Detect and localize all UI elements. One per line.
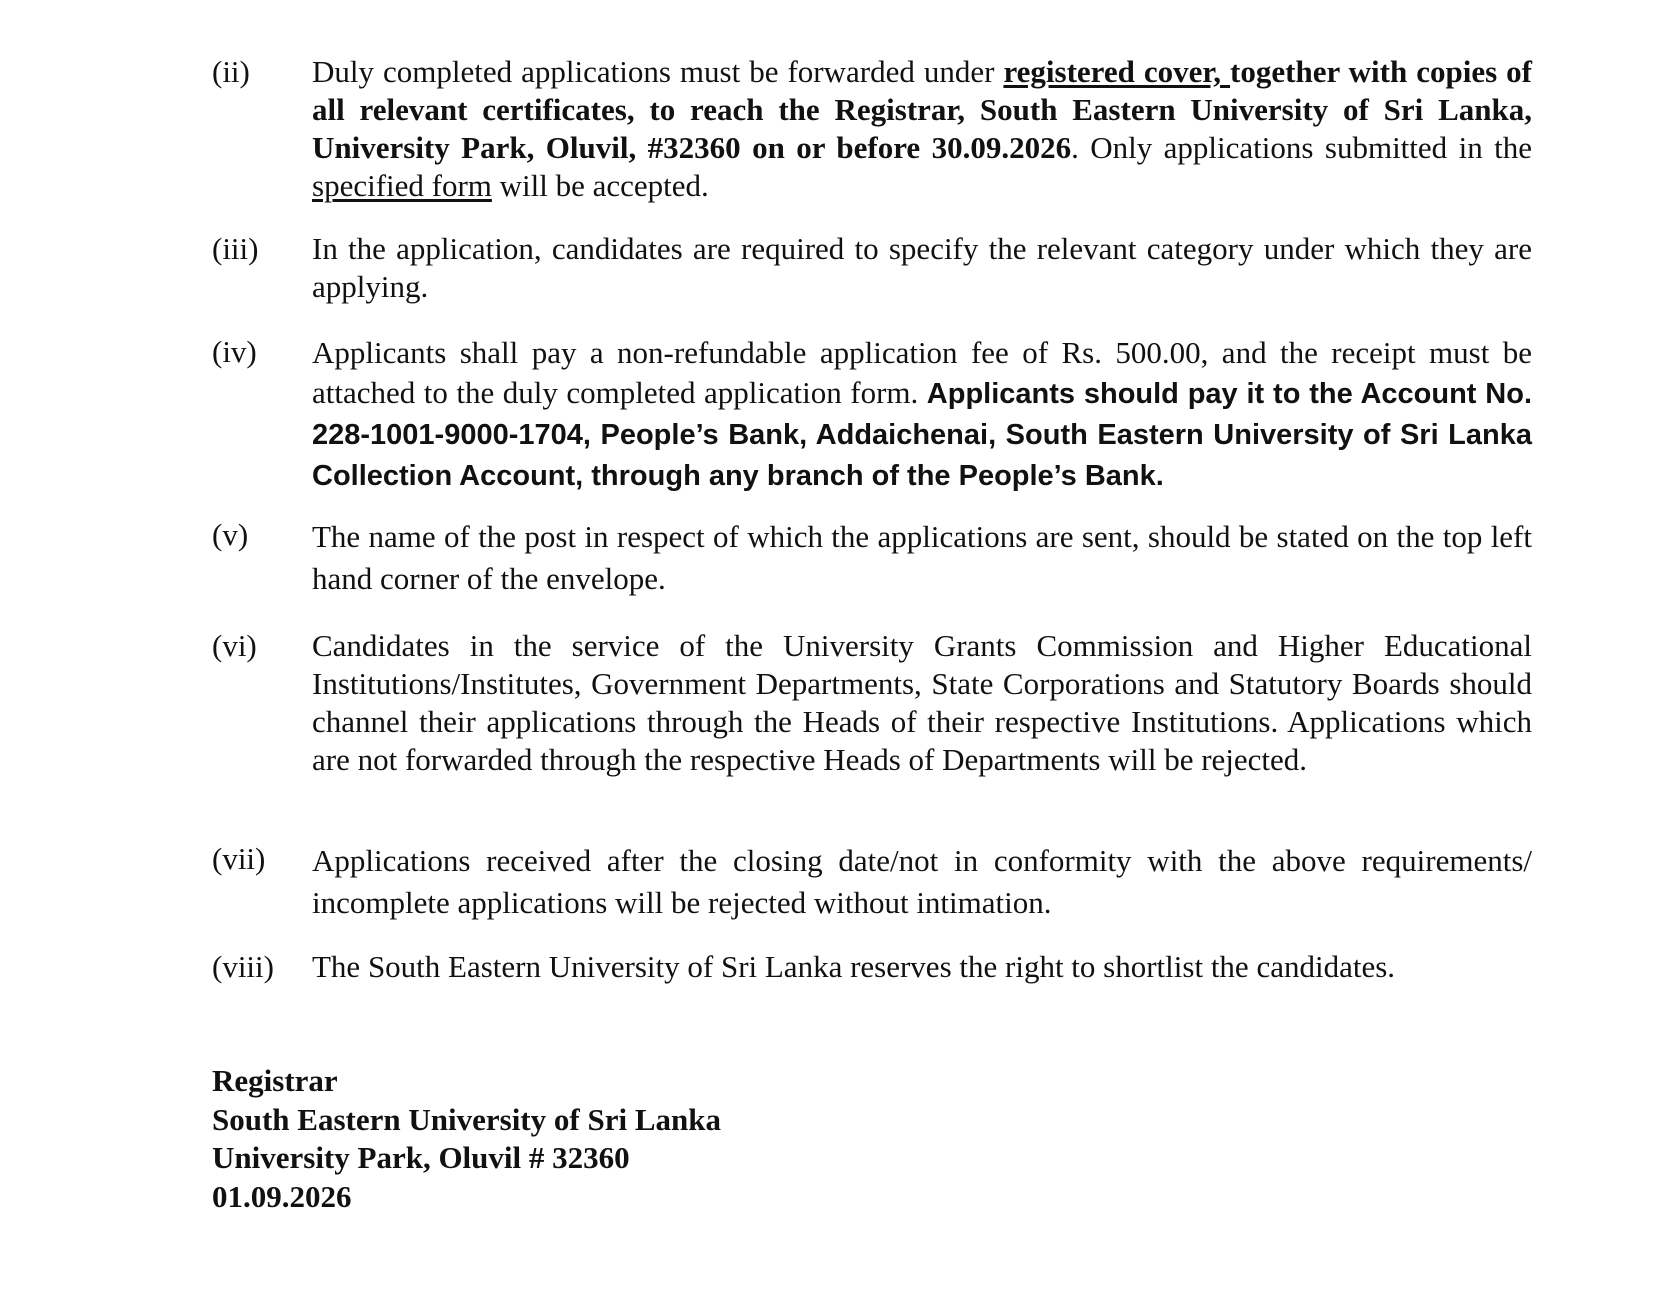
item-text: In the application, candidates are required to specify the relevant category under which they are applying.: [312, 231, 1532, 304]
signatory-title: Registrar: [212, 1063, 338, 1098]
item-number: (iii): [212, 231, 259, 266]
list-item-v: [212, 516, 1532, 600]
list-item-vii: [212, 840, 1532, 924]
item-number: (iv): [212, 334, 257, 369]
item-text: Candidates in the service of the University Grants Commission and Higher Educational Institutions/Institutes, Government Departments, State Corporations and Statutory Boards should channel their applications through the Heads of their respective Institutions. Applications which are not forwarded through the respective Heads of Departments will be rejected.: [312, 628, 1532, 777]
item-number: (v): [212, 517, 249, 552]
list-item-viii: [212, 948, 1532, 986]
signatory-institution: South Eastern University of Sri Lanka: [212, 1101, 721, 1137]
list-item-vi: [212, 627, 1532, 779]
item-text-part: Applicants shall pay a non-refundable application fee of Rs. 500.00, and the receipt must be attached to the duly completed application form.: [312, 335, 1532, 410]
item-text-part: will be accepted.: [491, 168, 709, 203]
list-item-ii: [212, 53, 1532, 205]
item-text: The name of the post in respect of which the applications are sent, should be stated on the top left hand corner of the envelope.: [312, 519, 1532, 596]
item-text: [312, 53, 1532, 205]
registered-cover-emphasis: registered cover,: [1003, 54, 1231, 89]
item-text: Applications received after the closing date/not in conformity with the above requirements/ incomplete applications will be rejected without intimation.: [312, 843, 1532, 920]
item-text: The South Eastern University of Sri Lanka reserves the right to shortlist the candidates.: [312, 949, 1396, 984]
payment-instructions-emphasis: Applicants should pay it to the Account No. 228-1001-9000-1704, People’s Bank, Addaichenai, South Eastern University of Sri Lanka Collection Account, through any branch of the People’s Bank.: [312, 378, 1532, 492]
signature-block: [212, 1062, 721, 1216]
item-text-part: Duly completed applications must be forwarded under: [312, 54, 1004, 89]
specified-form-emphasis: specified form: [312, 168, 492, 203]
list-item-iv: [212, 333, 1532, 496]
item-text-part: . Only applications submitted in the: [1071, 130, 1532, 165]
item-number: (vii): [212, 841, 266, 876]
item-number: (viii): [212, 949, 274, 984]
item-number: (ii): [212, 54, 250, 89]
list-item-iii: [212, 230, 1532, 306]
submission-deadline-emphasis: together with copies of all relevant certificates, to reach the Registrar, South Eastern University of Sri Lanka, University Park, Oluvil, #32360 on or before 30.09.2026: [312, 54, 1532, 165]
item-number: (vi): [212, 628, 257, 663]
signatory-address: University Park, Oluvil # 32360: [212, 1140, 630, 1175]
signature-date: 01.09.2026: [212, 1178, 352, 1214]
item-text: [312, 333, 1532, 496]
